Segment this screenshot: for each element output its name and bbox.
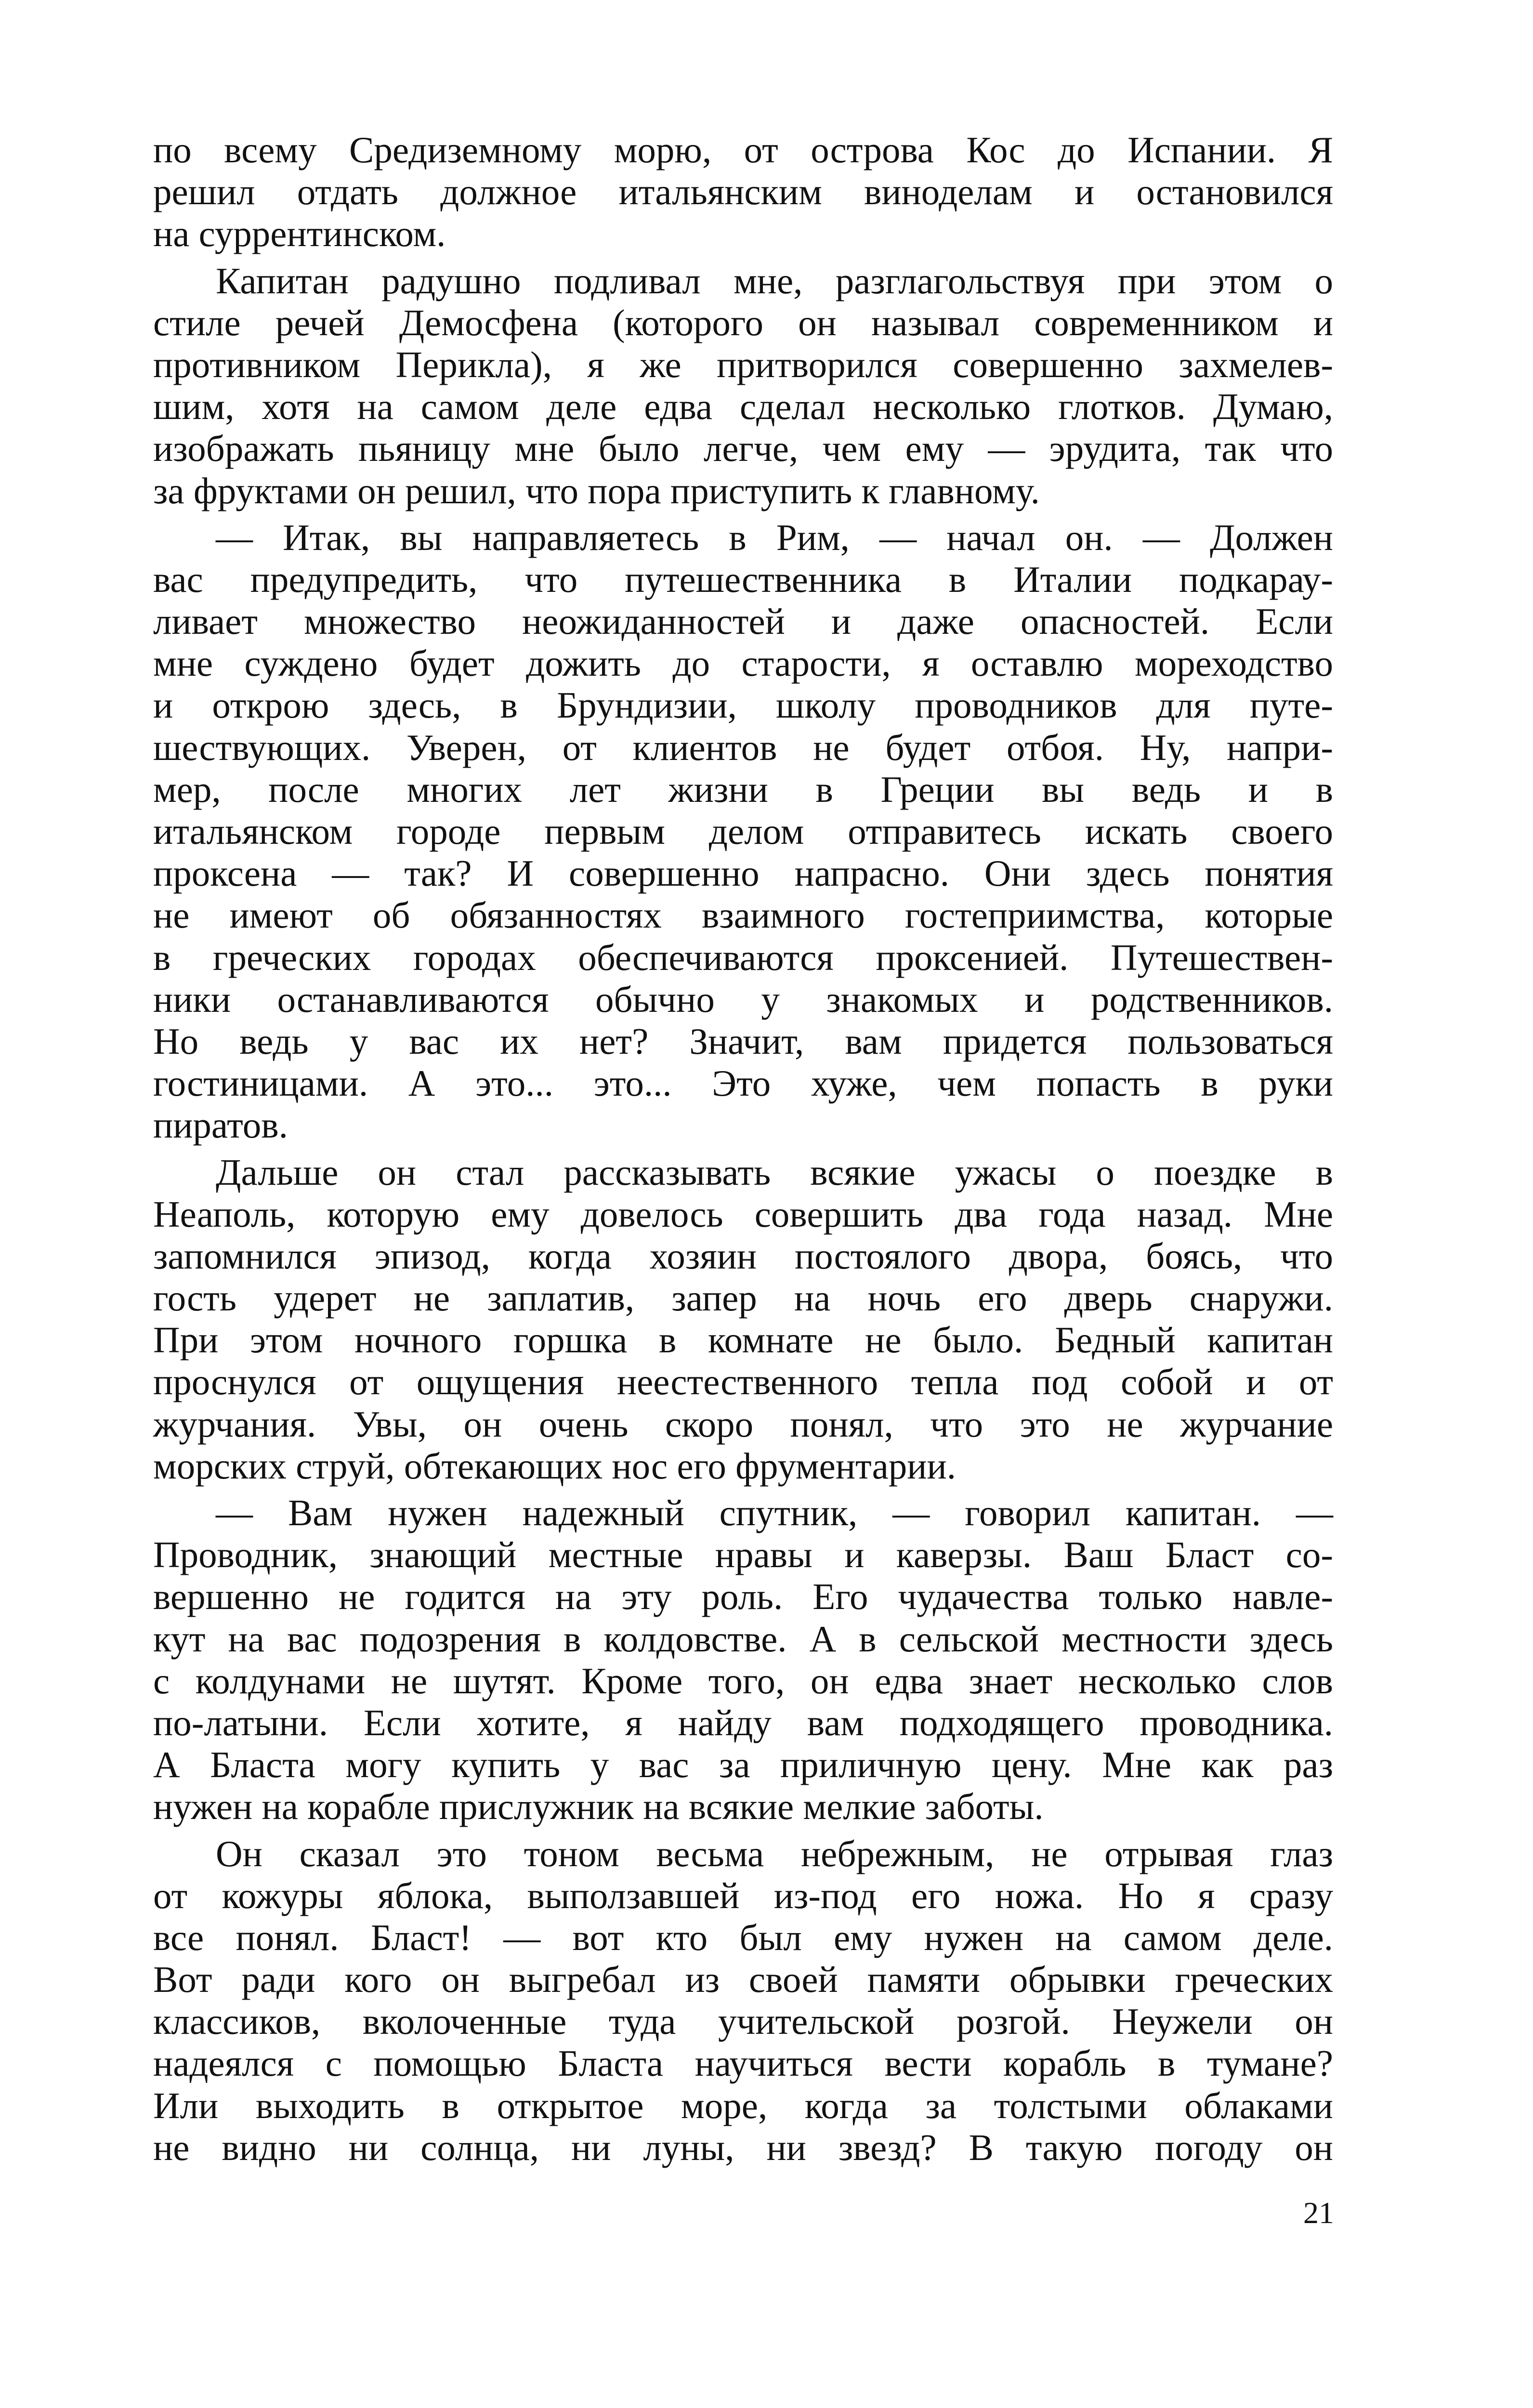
text-line: — Итак, вы направляетесь в Рим, — начал он. — Должен: [216, 516, 1333, 558]
paragraph: [153, 1833, 1333, 2169]
paragraph-gap: [153, 1487, 1333, 1492]
paragraph: [153, 260, 1333, 512]
paragraph-gap: [153, 512, 1333, 517]
text-line: пиратов.: [153, 1104, 288, 1146]
text-line: гость удерет не заплатив, запер на ночь его дверь снаружи.: [153, 1277, 1333, 1319]
text-line: шим, хотя на самом деле едва сделал несколько глотков. Думаю,: [153, 386, 1333, 428]
text-line: — Вам нужен надежный спутник, — говорил капитан. —: [216, 1492, 1333, 1533]
body-text: [153, 129, 1333, 2169]
paragraph: [153, 129, 1333, 255]
text-line: Или выходить в открытое море, когда за толстыми облаками: [153, 2084, 1333, 2126]
page-number: 21: [1303, 2196, 1334, 2230]
text-line: гостиницами. А это... это... Это хуже, чем попасть в руки: [153, 1062, 1333, 1104]
paragraph: [153, 517, 1333, 1147]
text-line: Но ведь у вас их нет? Значит, вам придется пользоваться: [153, 1020, 1333, 1062]
text-line: ливает множество неожиданностей и даже опасностей. Если: [153, 601, 1333, 642]
text-line: надеялся с помощью Бласта научиться вести корабль в тумане?: [153, 2042, 1333, 2084]
text-line: нужен на корабле прислужник на всякие мелкие заботы.: [153, 1786, 1044, 1828]
text-line: по-латыни. Если хотите, я найду вам подходящего проводника.: [153, 1701, 1333, 1743]
text-line: Капитан радушно подливал мне, разглагольствуя при этом о: [216, 260, 1333, 301]
text-line: вершенно не годится на эту роль. Его чудачества только навле-: [153, 1576, 1333, 1618]
text-line: А Бласта могу купить у вас за приличную цену. Мне как раз: [153, 1744, 1333, 1786]
text-line: и открою здесь, в Брундизии, школу проводников для путе-: [153, 684, 1333, 726]
paragraph: [153, 1152, 1333, 1488]
text-line: стиле речей Демосфена (которого он называл современником и: [153, 301, 1333, 343]
text-line: Вот ради кого он выгребал из своей памяти обрывки греческих: [153, 1959, 1333, 2001]
text-line: Проводник, знающий местные нравы и каверзы. Ваш Бласт со-: [153, 1534, 1333, 1576]
text-line: по всему Средиземному морю, от острова Кос до Испании. Я: [153, 129, 1333, 170]
text-line: все понял. Бласт! — вот кто был ему нужен на самом деле.: [153, 1916, 1333, 1958]
text-line: кут на вас подозрения в колдовстве. А в сельской местности здесь: [153, 1618, 1333, 1660]
text-line: шествующих. Уверен, от клиентов не будет отбоя. Ну, напри-: [153, 726, 1333, 768]
text-line: решил отдать должное итальянским виноделам и остановился: [153, 171, 1333, 213]
text-line: журчания. Увы, он очень скоро понял, что это не журчание: [153, 1403, 1333, 1445]
text-line: не видно ни солнца, ни луны, ни звезд? В такую погоду он: [153, 2126, 1333, 2168]
text-line: Он сказал это тоном весьма небрежным, не отрывая глаз: [216, 1832, 1333, 1874]
text-line: морских струй, обтекающих нос его фрументарии.: [153, 1445, 956, 1487]
text-line: мне суждено будет дожить до старости, я оставлю мореходство: [153, 642, 1333, 684]
text-line: Дальше он стал рассказывать всякие ужасы о поездке в: [216, 1151, 1333, 1193]
text-line: проснулся от ощущения неестественного тепла под собой и от: [153, 1361, 1333, 1403]
text-line: не имеют об обязанностях взаимного гостеприимства, которые: [153, 894, 1333, 936]
text-line: с колдунами не шутят. Кроме того, он едва знает несколько слов: [153, 1660, 1333, 1701]
paragraph-gap: [153, 1828, 1333, 1833]
paragraph-gap: [153, 1147, 1333, 1152]
text-line: противником Перикла), я же притворился совершенно захмелев-: [153, 343, 1333, 385]
text-line: за фруктами он решил, что пора приступить к главному.: [153, 470, 1040, 511]
paragraph: [153, 1492, 1333, 1828]
text-line: итальянском городе первым делом отправитесь искать своего: [153, 811, 1333, 852]
text-line: в греческих городах обеспечиваются проксенией. Путешествен-: [153, 936, 1333, 978]
text-line: от кожуры яблока, выползавшей из-под его ножа. Но я сразу: [153, 1874, 1333, 1916]
text-line: вас предупредить, что путешественника в Италии подкарау-: [153, 558, 1333, 600]
text-line: проксена — так? И совершенно напрасно. Они здесь понятия: [153, 852, 1333, 894]
text-line: запомнился эпизод, когда хозяин постоялого двора, боясь, что: [153, 1235, 1333, 1277]
text-line: ники останавливаются обычно у знакомых и родственников.: [153, 978, 1333, 1020]
paragraph-gap: [153, 255, 1333, 260]
text-line: Неаполь, которую ему довелось совершить два года назад. Мне: [153, 1193, 1333, 1235]
text-line: на суррентинском.: [153, 213, 446, 255]
text-line: мер, после многих лет жизни в Греции вы ведь и в: [153, 768, 1333, 810]
text-line: классиков, вколоченные туда учительской розгой. Неужели он: [153, 2001, 1333, 2042]
text-line: При этом ночного горшка в комнате не было. Бедный капитан: [153, 1319, 1333, 1361]
text-line: изображать пьяницу мне было легче, чем ему — эрудита, так что: [153, 428, 1333, 470]
